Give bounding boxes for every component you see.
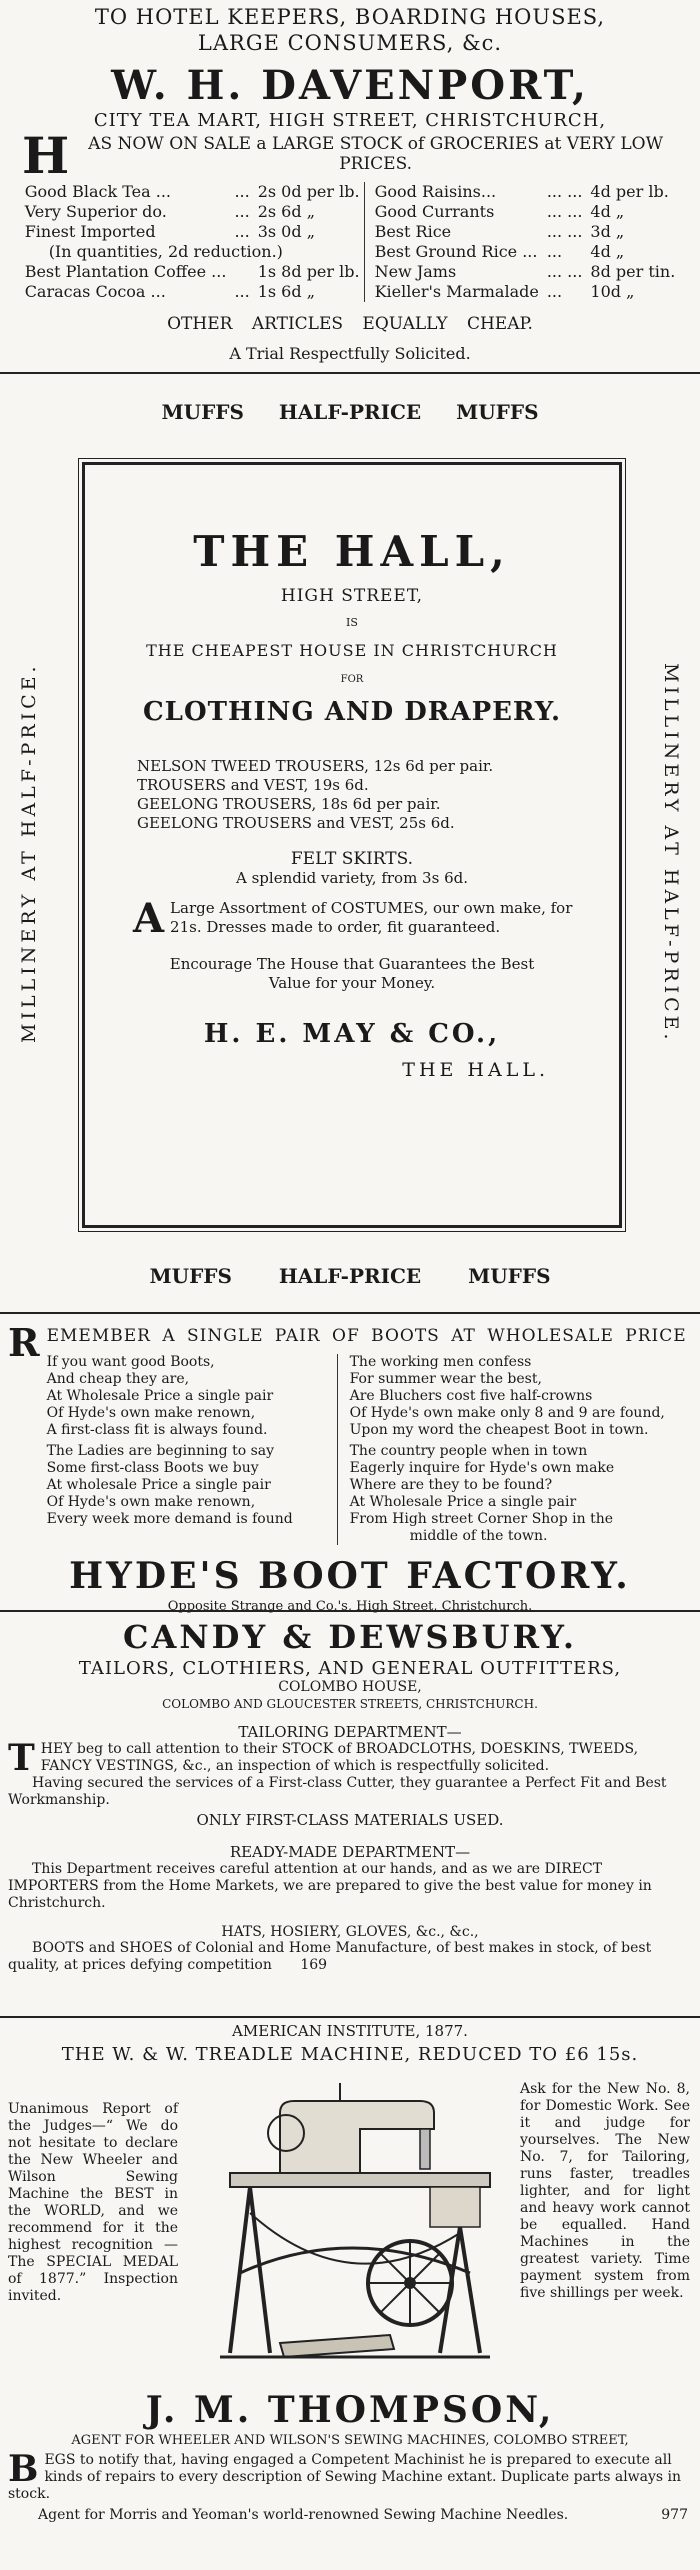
candy-hats: HATS, HOSIERY, GLOVES, &c., &c.,: [221, 1924, 479, 1940]
hall-clothing: CLOTHING AND DRAPERY.: [142, 697, 562, 727]
davenport-right-list: [371, 182, 680, 302]
list-item: Caracas Cocoa ... ... 1s 6d „: [24, 282, 315, 301]
hyde-address: Opposite Strange and Co.'s, High Street, Christchurch.: [167, 1599, 533, 1614]
hall-firm-sub: THE HALL.: [402, 1059, 549, 1081]
davenport-other: OTHER ARTICLES EQUALLY CHEAP.: [167, 314, 533, 334]
thompson-footer: [0, 2503, 700, 2523]
thompson-left-col: Unanimous Report of the Judges—“ We do not hesitate to declare the New Wheeler and Wilson Sewing Machine the BEST in the WORLD, and we recommend for it the highest recognition — The SPECIAL MEDAL of 1877.” Inspection invited.: [8, 2101, 178, 2304]
hall-bottom-banner: MUFFS HALF-PRICE MUFFS: [149, 1264, 551, 1288]
hall-items: [137, 757, 619, 833]
hyde-right-verse: [337, 1354, 680, 1545]
candy-boots: [0, 1940, 700, 1974]
hyde-left-verse: [47, 1354, 337, 1545]
verse-line: The country people when in town: [349, 1443, 588, 1459]
list-item: Finest Imported ... 3s 0d „: [24, 222, 315, 241]
hall-street: HIGH STREET,: [280, 586, 424, 606]
thompson-headline: THE W. & W. TREADLE MACHINE, REDUCED TO £6 15s.: [61, 2044, 639, 2065]
hall-frame: [82, 462, 622, 1228]
verse-line: At Wholesale Price a single pair: [349, 1494, 577, 1510]
davenport-ad: [0, 0, 700, 363]
hall-firm: H. E. MAY & CO.,: [203, 1019, 501, 1049]
list-item: (In quantities, 2d reduction.): [48, 242, 283, 261]
divider: [0, 1610, 700, 1612]
hall-felt: FELT SKIRTS.: [290, 849, 414, 869]
list-item: TROUSERS and VEST, 19s 6d.: [137, 776, 369, 794]
list-item: Good Currants ... ... 4d „: [374, 202, 625, 221]
list-item: Best Rice ... ... 3d „: [374, 222, 625, 241]
hall-costume-text: Large Assortment of COSTUMES, our own make, for 21s. Dresses made to order, fit guaranteed.: [170, 899, 573, 936]
davenport-trial: A Trial Respectfully Solicited.: [229, 344, 471, 363]
candy-materials: ONLY FIRST-CLASS MATERIALS USED.: [196, 1811, 504, 1829]
candy-name: CANDY & DEWSBURY.: [123, 1618, 577, 1656]
hall-top-banner: MUFFS HALF-PRICE MUFFS: [161, 400, 539, 424]
hyde-verses: [47, 1354, 692, 1545]
list-item: Kieller's Marmalade ... 10d „: [374, 282, 635, 301]
verse-line: Upon my word the cheapest Boot in town.: [349, 1422, 649, 1438]
hyde-headline-text: EMEMBER A SINGLE PAIR OF BOOTS AT WHOLESALE PRICE: [46, 1326, 687, 1346]
candy-tailoring-head: TAILORING DEPARTMENT—: [238, 1723, 462, 1741]
list-item: New Jams ... ... 8d per tin.: [374, 262, 676, 281]
thompson-morris: Agent for Morris and Yeoman's world-renowned Sewing Machine Needles.: [38, 2507, 569, 2523]
list-item: GEELONG TROUSERS, 18s 6d per pair.: [137, 795, 441, 813]
candy-boots-text: BOOTS and SHOES of Colonial and Home Manufacture, of best makes in stock, of best quality, at prices defying competition: [8, 1940, 652, 1973]
hall-ad: [0, 378, 700, 1310]
list-item: Very Superior do. ... 2s 6d „: [24, 202, 315, 221]
hyde-drop-cap: R: [8, 1320, 41, 1365]
candy-ready-head: READY-MADE DEPARTMENT—: [229, 1843, 471, 1861]
thompson-drop-cap: B: [8, 2448, 39, 2490]
davenport-top-line: TO HOTEL KEEPERS, BOARDING HOUSES, LARGE CONSUMERS, &c.: [94, 5, 606, 55]
candy-ready: This Department receives careful attention at our hands, and as we are DIRECT IMPORTERS from the Home Markets, we are prepared to give the best value for money in Christchurch.: [8, 1861, 652, 1911]
verse-line: If you want good Boots,: [46, 1354, 215, 1370]
candy-cutter: Having secured the services of a First-class Cutter, they guarantee a Perfect Fit and Best Workmanship.: [8, 1775, 667, 1808]
divider: [0, 1312, 700, 1314]
candy-ad-number: 169: [300, 1957, 328, 1973]
list-item: NELSON TWEED TROUSERS, 12s 6d per pair.: [137, 757, 494, 775]
hyde-ad: [0, 1318, 700, 1614]
hyde-name: HYDE'S BOOT FACTORY.: [69, 1555, 631, 1597]
hall-for: FOR: [340, 674, 364, 685]
thompson-institute: AMERICAN INSTITUTE, 1877.: [232, 2022, 468, 2040]
verse-line: For summer wear the best,: [349, 1371, 542, 1387]
list-item: Best Ground Rice ... ... 4d „: [374, 242, 625, 261]
davenport-intro-text: AS NOW ON SALE a LARGE STOCK of GROCERIES at VERY LOW PRICES.: [88, 134, 664, 174]
list-item: Best Plantation Coffee ... 1s 8d per lb.: [24, 262, 360, 281]
hall-cheapest: THE CHEAPEST HOUSE IN CHRISTCHURCH: [146, 641, 558, 660]
hall-costume: [133, 895, 579, 942]
candy-drop-cap: T: [8, 1737, 35, 1779]
verse-line: Some first-class Boots we buy: [46, 1460, 259, 1476]
list-item: GEELONG TROUSERS and VEST, 25s 6d.: [137, 814, 455, 832]
verse-line: Are Bluchers cost five half-crowns: [349, 1388, 593, 1404]
sewing-machine-illustration: [190, 2073, 510, 2373]
verse-line: Where are they to be found?: [349, 1477, 553, 1493]
verse-line: The Ladies are beginning to say: [46, 1443, 275, 1459]
candy-tailoring-text: HEY beg to call attention to their STOCK of BROADCLOTHS, DOESKINS, TWEEDS, FANCY VESTINGS, &c., an inspection of which is respectfully solicited.: [40, 1741, 639, 1774]
hall-is: IS: [346, 616, 358, 629]
candy-trade: TAILORS, CLOTHIERS, AND GENERAL OUTFITTERS,: [78, 1658, 622, 1679]
davenport-intro: [0, 126, 700, 185]
list-item: Good Black Tea ... ... 2s 0d per lb.: [24, 182, 360, 201]
davenport-price-table: [0, 182, 700, 302]
hall-side-left: MILLINERY AT HALF-PRICE.: [18, 662, 40, 1044]
davenport-drop-cap: H: [22, 126, 70, 185]
verse-line: middle of the town.: [409, 1528, 548, 1544]
hall-felt-sub: A splendid variety, from 3s 6d.: [236, 869, 468, 887]
thompson-ad: [0, 2020, 700, 2570]
davenport-name: W. H. DAVENPORT,: [111, 62, 589, 109]
sewing-machine-icon: [190, 2073, 510, 2373]
verse-line: Of Hyde's own make renown,: [46, 1494, 256, 1510]
thompson-begs: [0, 2448, 700, 2503]
verse-line: Of Hyde's own make renown,: [46, 1405, 256, 1421]
candy-tailoring: [0, 1737, 700, 1779]
thompson-ad-number: 977: [661, 2507, 688, 2523]
thompson-right-col: Ask for the New No. 8, for Domestic Work. See it and judge for yourselves. The New No. 7, for Tailoring, runs faster, treadles lighter, and for light and heavy work cannot be equalled. Hand Machines in the greatest variety. Time payment system from five shillings per week.: [520, 2081, 690, 2301]
hall-title: THE HALL,: [193, 527, 511, 576]
thompson-name: J. M. THOMPSON,: [145, 2389, 555, 2431]
verse-line: At wholesale Price a single pair: [46, 1477, 271, 1493]
verse-line: And cheap they are,: [46, 1371, 190, 1387]
candy-house: COLOMBO HOUSE,: [278, 1679, 422, 1695]
verse-line: Of Hyde's own make only 8 and 9 are found,: [349, 1405, 665, 1421]
hall-drop-cap: A: [133, 895, 165, 942]
hall-side-right: MILLINERY AT HALF-PRICE.: [660, 662, 682, 1044]
thompson-body: [0, 2073, 700, 2385]
verse-line: Eagerly inquire for Hyde's own make: [349, 1460, 615, 1476]
divider: [0, 2016, 700, 2018]
candy-ad: [0, 1614, 700, 2014]
verse-line: A first-class fit is always found.: [46, 1422, 268, 1438]
verse-line: The working men confess: [349, 1354, 532, 1370]
verse-line: At Wholesale Price a single pair: [46, 1388, 274, 1404]
thompson-begs-text: EGS to notify that, having engaged a Competent Machinist he is prepared to execute all kinds of repairs to every description of Sewing Machine extant. Duplicate parts always in stock.: [8, 2452, 682, 2502]
verse-line: Every week more demand is found: [46, 1511, 293, 1527]
davenport-address: CITY TEA MART, HIGH STREET, CHRISTCHURCH,: [93, 110, 607, 131]
verse-line: From High street Corner Shop in the: [349, 1511, 614, 1527]
hall-encourage: Encourage The House that Guarantees the Best Value for your Money.: [169, 955, 535, 992]
list-item: Good Raisins... ... ... 4d per lb.: [374, 182, 669, 201]
thompson-agent: AGENT FOR WHEELER AND WILSON'S SEWING MACHINES, COLOMBO STREET,: [71, 2433, 629, 2448]
candy-street: COLOMBO AND GLOUCESTER STREETS, CHRISTCHURCH.: [162, 1697, 538, 1711]
divider: [0, 372, 700, 374]
davenport-left-list: [21, 182, 365, 302]
